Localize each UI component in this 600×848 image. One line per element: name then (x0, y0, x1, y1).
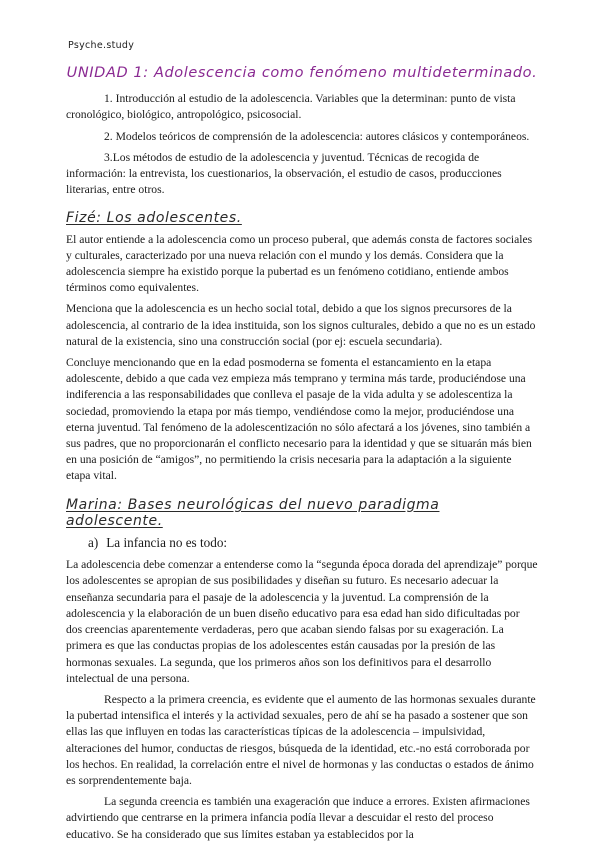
paragraph: Concluye mencionando que en la edad posmoderna se fomenta el estancamiento en la etapa adolescente, debido a que cada vez empieza más temprano y termina más tarde, produciéndose una indiferencia a las responsabilidades que conlleva el pasaje de la vida adulta y se adolescentiza la sociedad, promoviendo la etapa por más tiempo, vendiéndose como la mejor, produciéndose una eterna juventud. Tal fenómeno de la adolescentización no sólo afectará a los jóvenes, sino también a sus padres, que no proporcionarán el conflicto necesario para la identidad y que se situarán más bien en una posición de “amigos”, no permitiendo la crisis necesaria para la adaptación a la siguiente etapa vital. (66, 356, 532, 483)
paragraph: El autor entiende a la adolescencia como un proceso puberal, que además consta de factores sociales y culturales, caracterizado por una nueva relación con el mundo y los demás. Considera que la adolescencia siempre ha existido porque la pubertad es un fenómeno cotidiano, entiende ambos términos como equivalentes. (66, 232, 533, 295)
topics-list (66, 91, 538, 198)
paragraph: Menciona que la adolescencia es un hecho social total, debido a que los signos precursores de la adolescencia, al contrario de la idea instituida, son los signos culturales, debido a que no es un estado natural de la existencia, sino una construcción social (por ej: escuela secundaria). (66, 302, 536, 348)
paragraph: La adolescencia debe comenzar a entenderse como la “segunda época dorada del aprendizaje” porque los adolescentes se apropian de sus posibilidades y diseñan su futuro. Es necesario adecuar la enseñanza secundaria para el pasaje de la adolescencia y la juventud. La comprensión de la adolescencia y la elaboración de un buen diseño educativo para esa edad han sido dificultadas por dos creencias aparentemente verdaderas, pero que acaban siendo falsas por su exageración. La primera es que las conductas propias de los adolescentes están causadas por la presión de las hormonas sexuales. La segunda, que los primeros años son los definitivos para el desarrollo intelectual de una persona. (66, 558, 538, 685)
paragraph: La segunda creencia es también una exageración que induce a errores. Existen afirmaciones advirtiendo que centrarse en la primera infancia podía llevar a descuidar el resto del proceso educativo. Se ha considerado que sus límites estaban ya establecidos por la (66, 795, 530, 841)
section-title-marina: Marina: Bases neurológicas del nuevo paradigma adolescente. (66, 496, 440, 529)
section-title-fize: Fizé: Los adolescentes. (66, 210, 242, 227)
subsection-marker: a) (88, 535, 99, 551)
topic-item: 3.Los métodos de estudio de la adolescencia y juventud. Técnicas de recogida de información: la entrevista, los cuestionarios, la observación, el estudio de casos, producciones literarias, entre otros. (66, 150, 502, 197)
subsection-label: La infancia no es todo: (106, 535, 228, 551)
topic-item: 2. Modelos teóricos de comprensión de la adolescencia: autores clásicos y contemporáneos. (104, 129, 530, 143)
header-brand: Psyche.study (68, 40, 135, 51)
subsection-heading (66, 535, 538, 551)
paragraph: Respecto a la primera creencia, es evidente que el aumento de las hormonas sexuales durante la pubertad intensifica el interés y la actividad sexuales, pero de ahí se ha pasado a sostener que son ellas las que influyen en todas las características típicas de la adolescencia – impulsividad, alteraciones del humor, conductas de riesgos, búsqueda de la identidad, etc.-no está corroborada por los hechos. En realidad, la correlación entre el nivel de hormonas y las conductas o estados de ánimo es sorprendentemente baja. (66, 692, 536, 787)
unit-title: UNIDAD 1: Adolescencia como fenómeno multideterminado. (66, 65, 538, 81)
topic-item: 1. Introducción al estudio de la adolescencia. Variables que la determinan: punto de vista cronológico, biológico, antropológico, psicosocial. (66, 92, 516, 122)
